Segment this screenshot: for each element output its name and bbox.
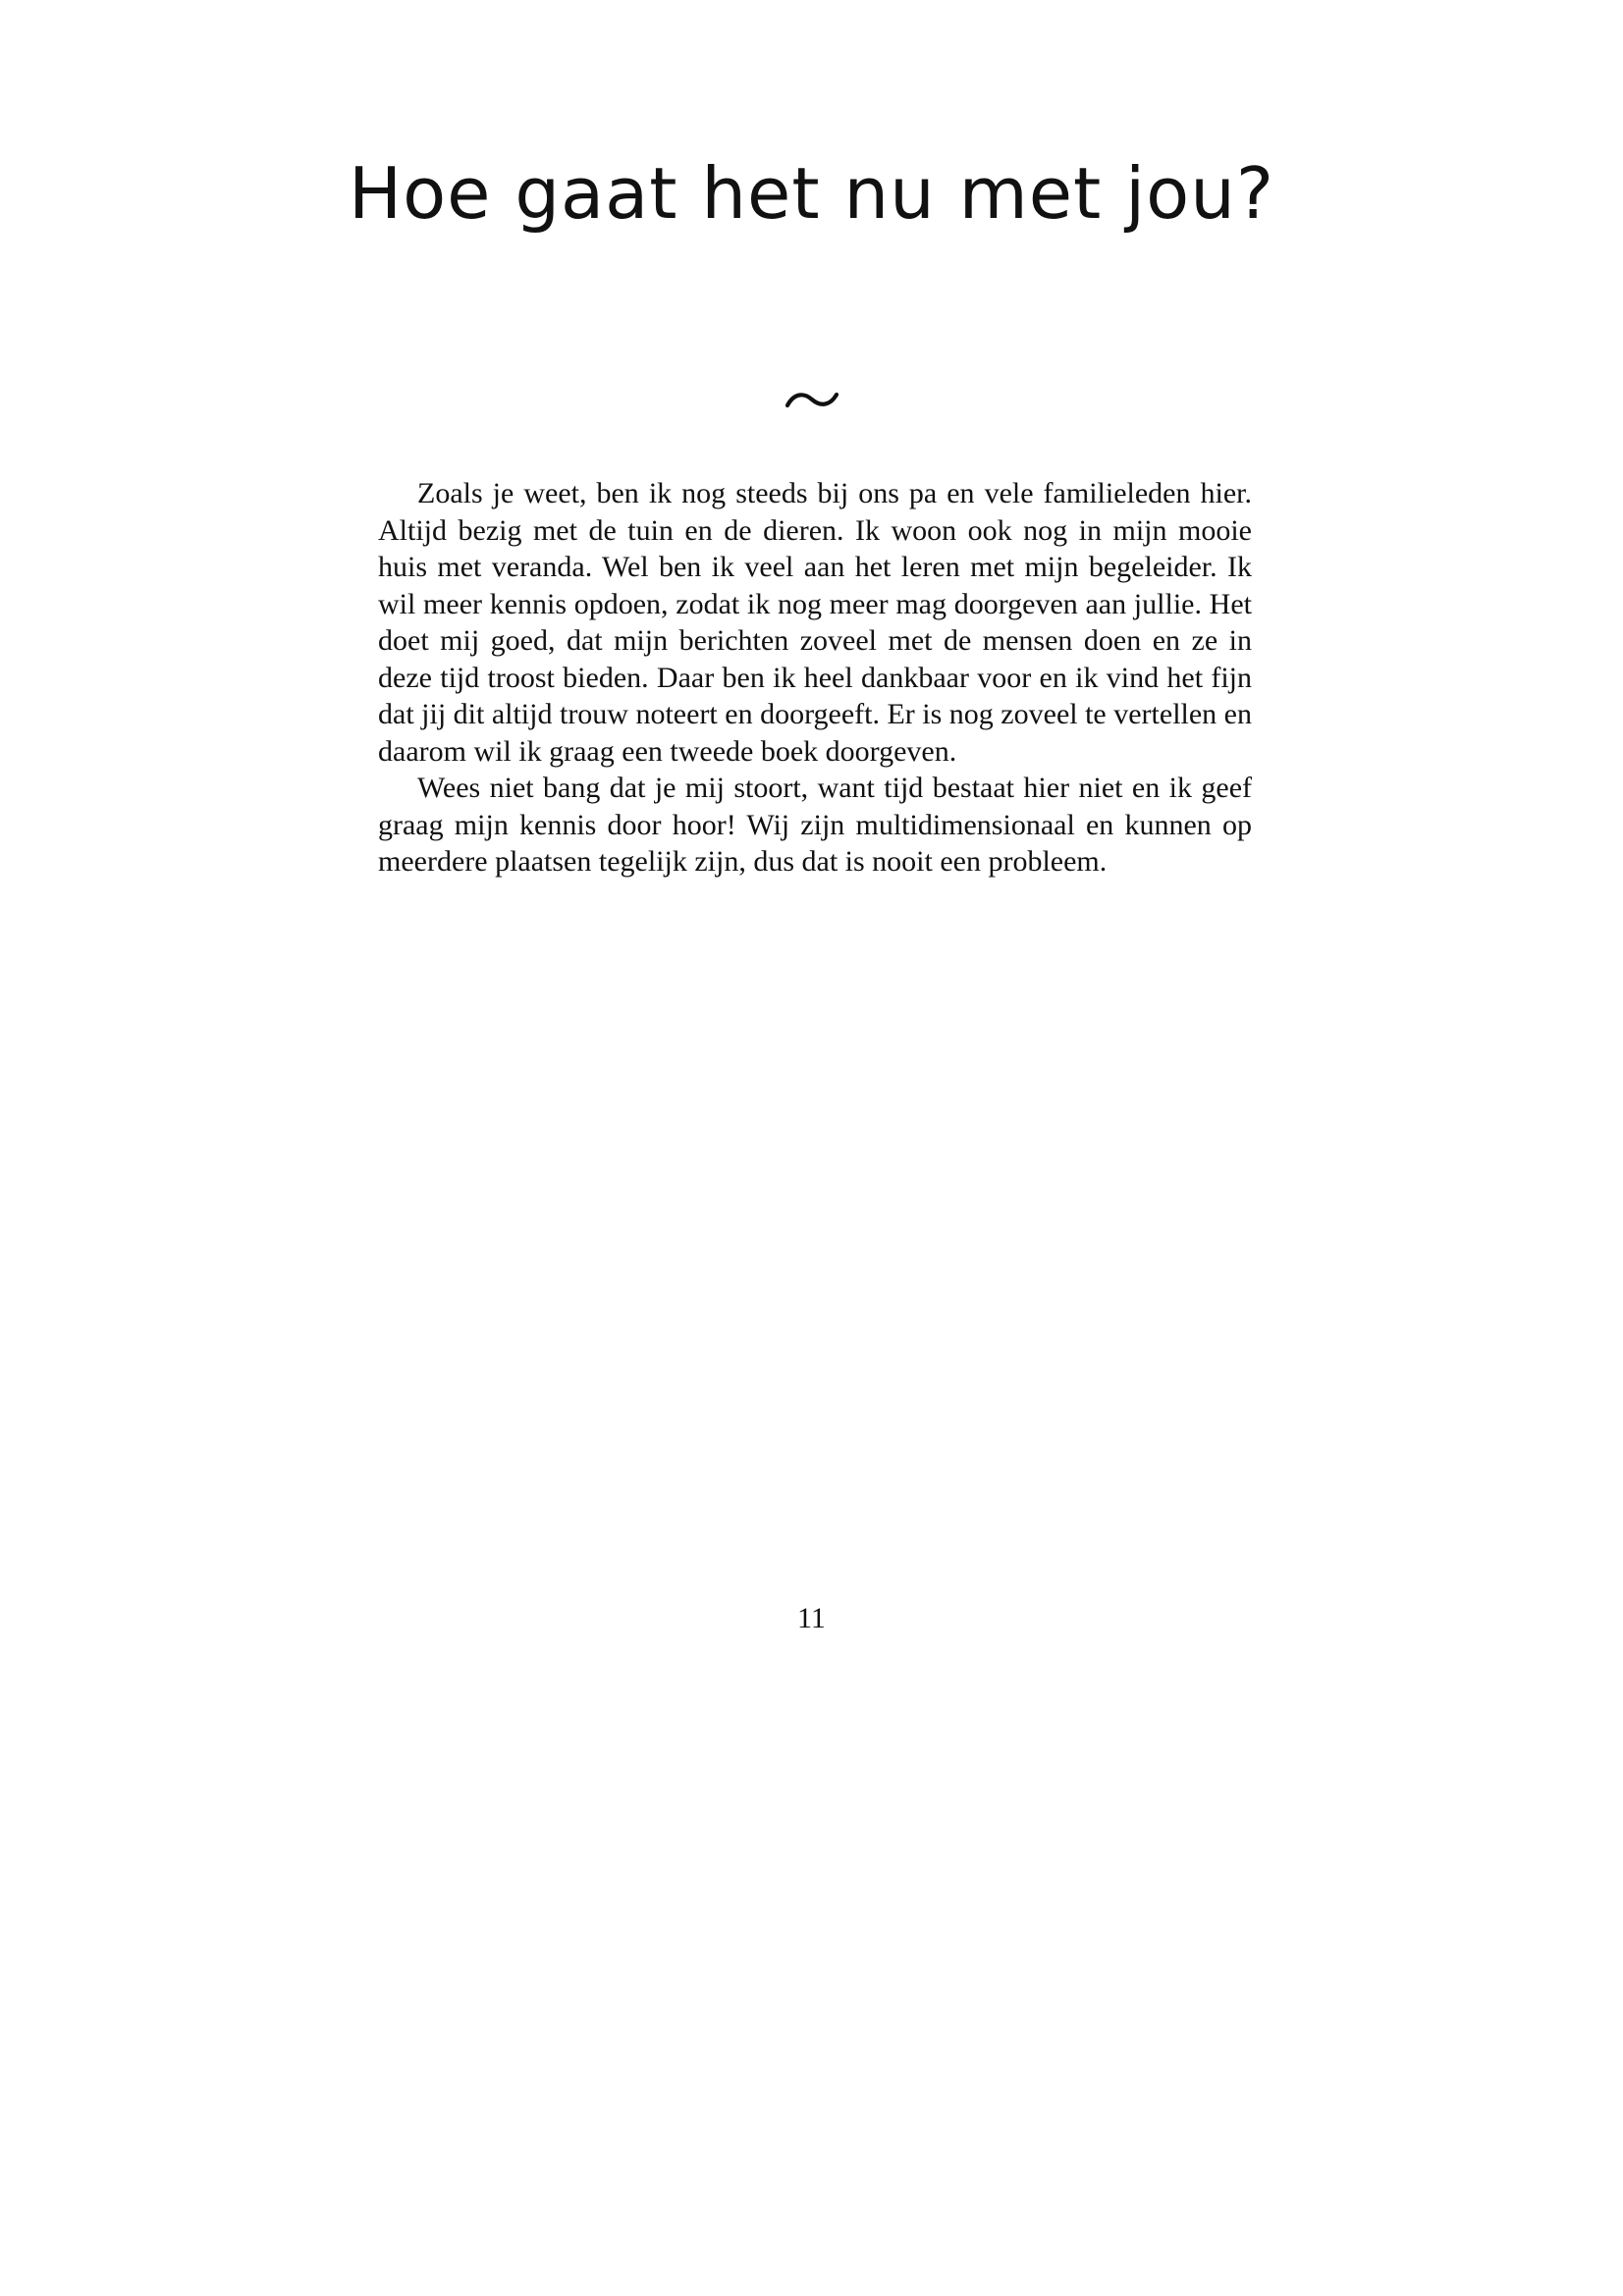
tilde-ornament-icon	[784, 389, 839, 412]
paragraph-2: Wees niet bang dat je mij stoort, want tijd bestaat hier niet en ik geef graag mijn kennis door hoor! Wij zijn multidimensionaal en kunnen op meerdere plaatsen tegelijk zijn, dus dat is nooit een probleem.	[378, 772, 1252, 878]
page-number: 11	[797, 1602, 826, 1634]
paragraph-1: Zoals je weet, ben ik nog steeds bij ons pa en vele familieleden hier. Altijd bezig met de tuin en de dieren. Ik woon ook nog in mijn mooie huis met veranda. Wel ben ik veel aan het leren met mijn begeleider. Ik wil meer kennis opdoen, zodat ik nog meer mag doorgeven aan jullie. Het doet mij goed, dat mijn berichten zoveel met de mensen doen en ze in deze tijd troost bieden. Daar ben ik heel dankbaar voor en ik vind het fijn dat jij dit altijd trouw noteert en doorgeeft. Er is nog zoveel te vertellen en daarom wil ik graag een tweede boek doorgeven.	[378, 477, 1252, 768]
ornament	[0, 389, 1623, 438]
chapter-title: Hoe gaat het nu met jou?	[348, 152, 1275, 235]
body-text	[378, 475, 1252, 881]
